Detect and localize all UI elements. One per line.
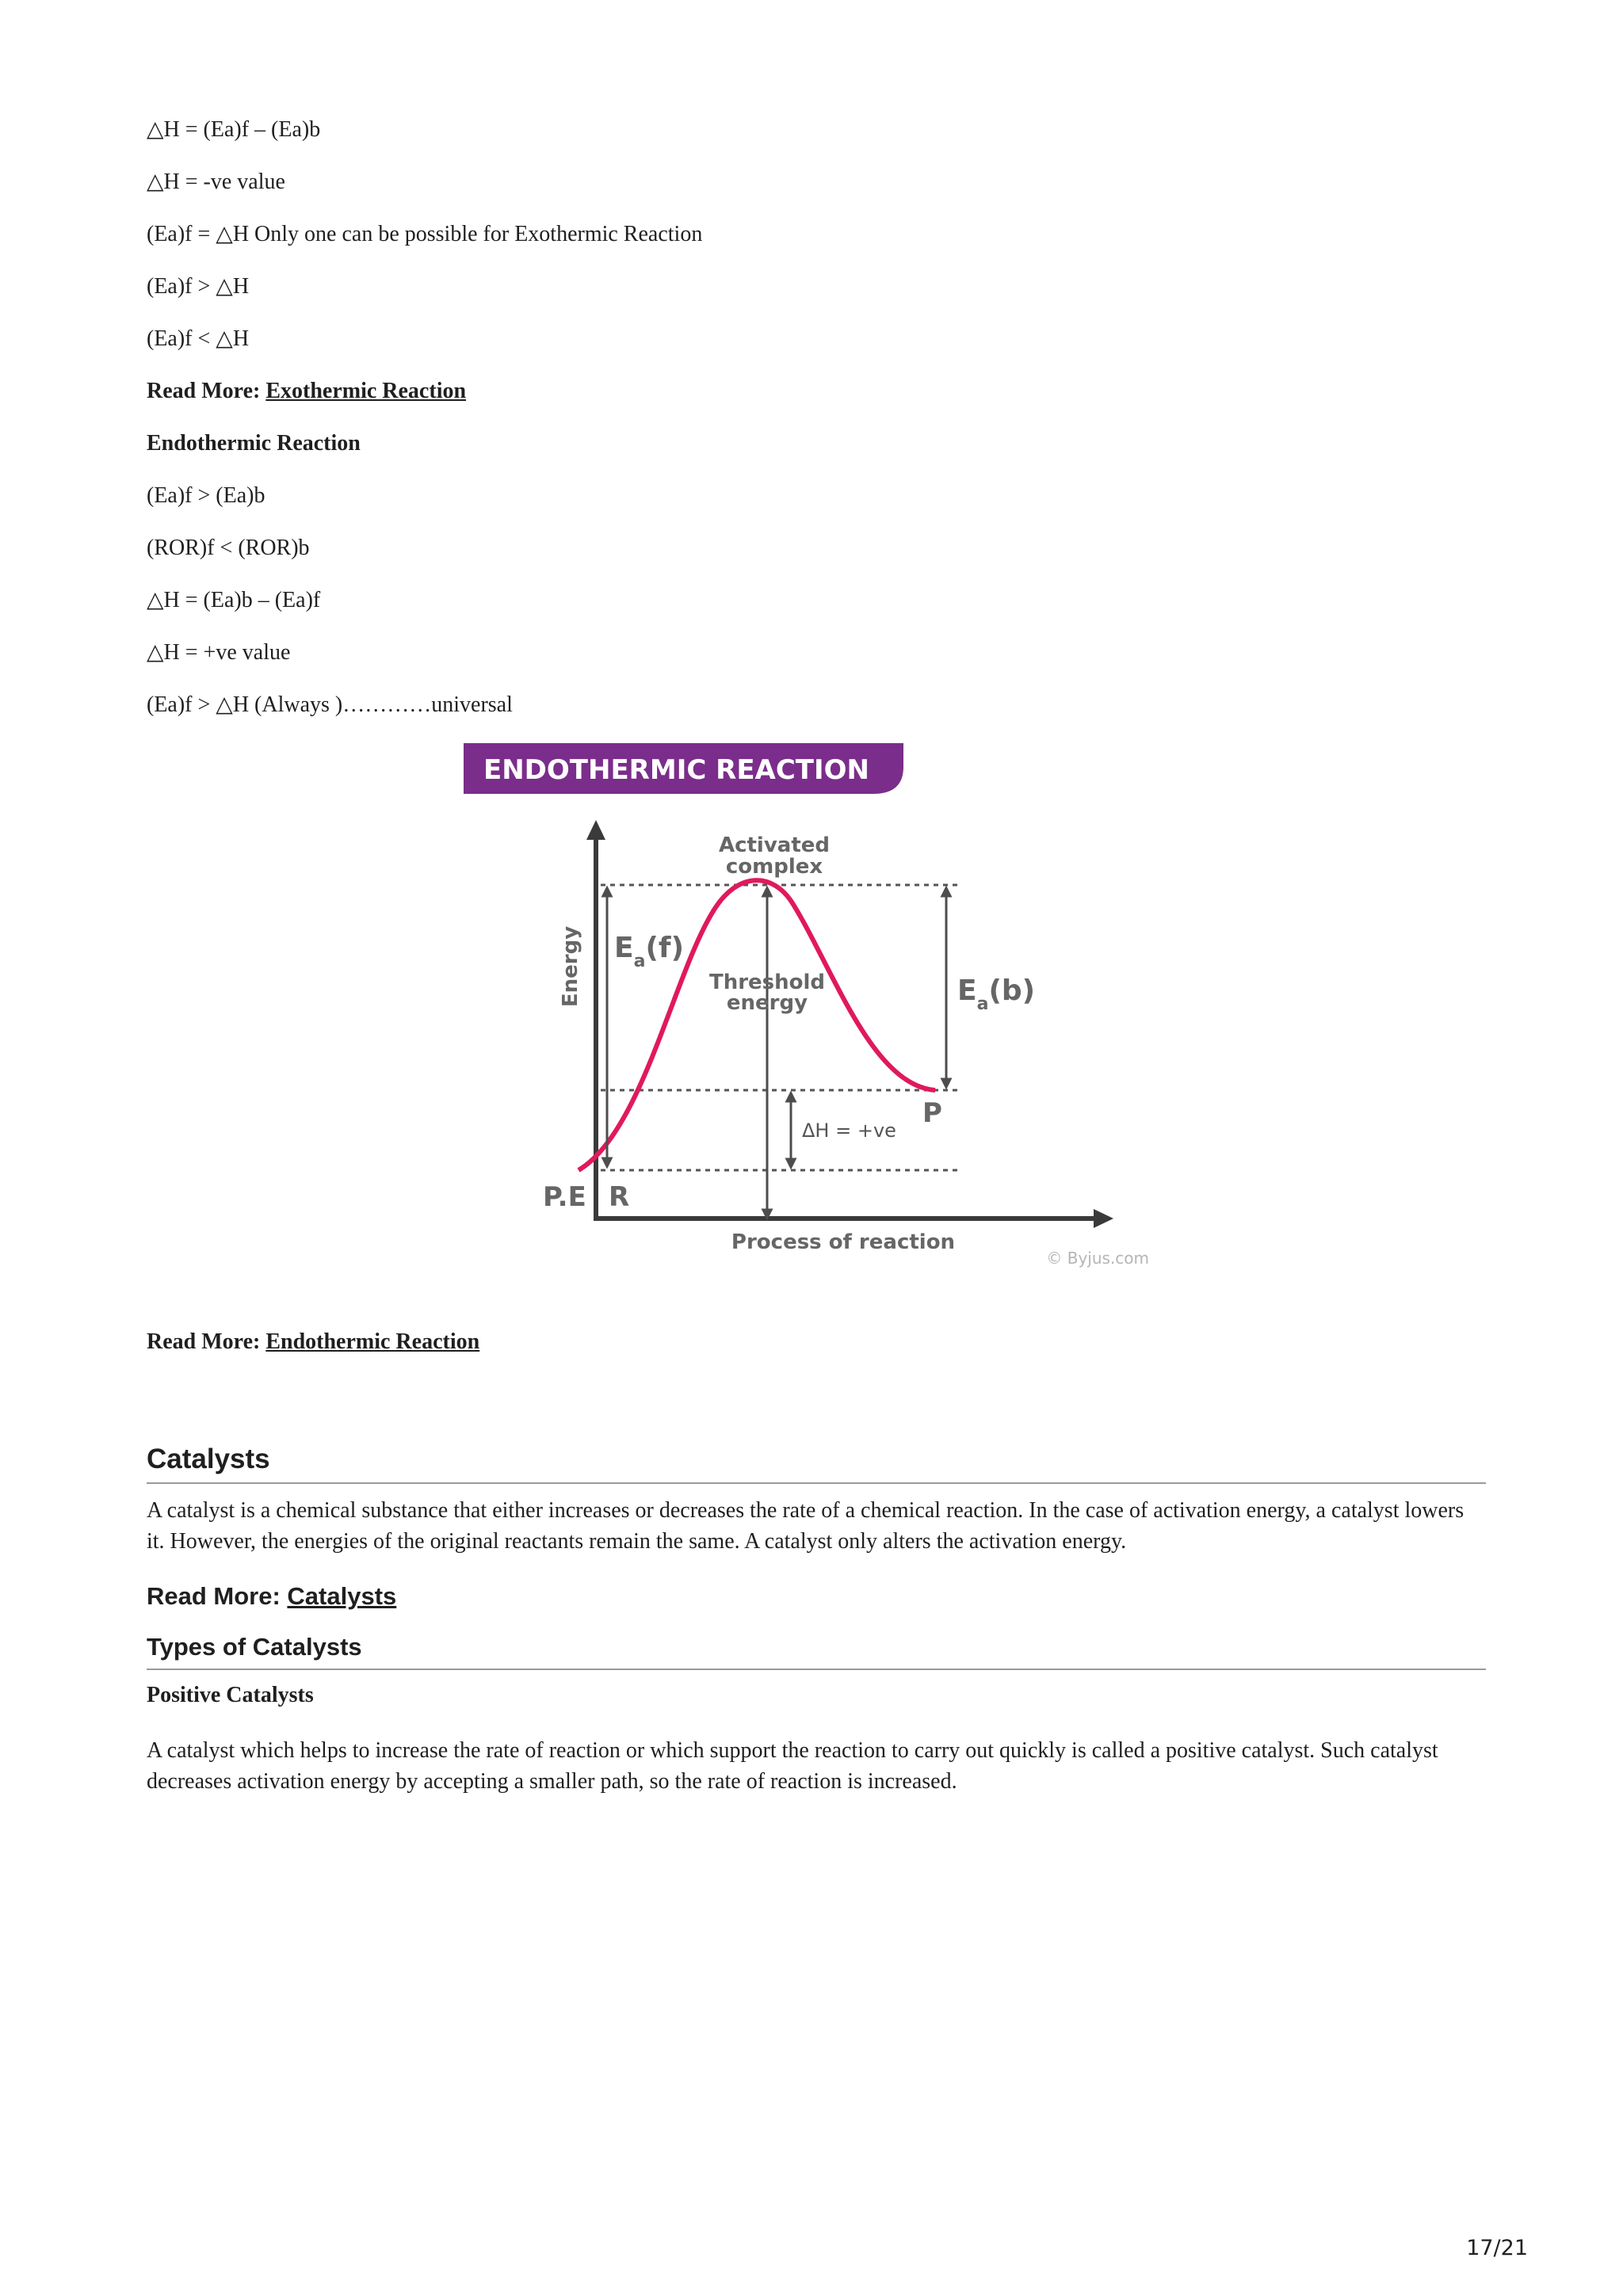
y-axis-label: Energy [559,925,582,1008]
endothermic-heading: Endothermic Reaction [147,431,361,456]
product-label: P [922,1097,942,1129]
equation-line: △H = (Ea)f – (Ea)b [147,117,321,142]
section-divider [147,1669,1486,1670]
positive-catalysts-paragraph: A catalyst which helps to increase the rate of reaction or which support the reaction to carry out quickly is called a positive catalyst. Such catalyst decreases activation energy by accepting a smaller path, so the rate of reaction is increased. [147,1738,1438,1794]
diagram-title: ENDOTHERMIC REACTION [483,754,870,786]
exothermic-reaction-link[interactable]: Exothermic Reaction [265,379,467,403]
endothermic-reaction-link[interactable]: Endothermic Reaction [265,1329,480,1354]
activated-label: Activated [718,833,831,857]
endothermic-reaction-diagram [460,737,1157,1276]
catalysts-link[interactable]: Catalysts [287,1582,397,1610]
delta-h-label: ΔH = +ve [802,1119,896,1142]
energy-label: energy [726,991,808,1015]
equation-line: △H = -ve value [147,170,285,194]
reactant-label: R [609,1181,630,1213]
pe-label: P.E [543,1181,586,1213]
ea-forward-sub: a [633,952,646,971]
read-more [147,1581,396,1612]
read-more [147,1327,479,1357]
ea-forward-label [614,932,684,971]
read-more [147,376,466,406]
complex-label: complex [725,855,823,879]
equation-line: (Ea)f > (Ea)b [147,483,265,508]
catalysts-paragraph: A catalyst is a chemical substance that either increases or decreases the rate of a chemical reaction. In the case of activation energy, a catalyst lowers it. However, the energies of the original reactants remain the same. A catalyst only alters the activation energy. [147,1498,1465,1554]
equation-line: △H = +ve value [147,640,291,665]
ea-backward-e: E [957,974,977,1007]
read-more-label: Read More: [147,1329,266,1354]
section-divider [147,1482,1486,1484]
page-number: 17/21 [1466,2236,1528,2260]
ea-backward-sub: a [976,994,989,1014]
ea-forward-tail: (f) [645,932,685,964]
equation-line: (Ea)f < △H [147,326,250,351]
equation-line: (ROR)f < (ROR)b [147,536,310,560]
read-more-label: Read More: [147,1582,288,1610]
ea-forward-e: E [614,932,634,964]
equation-line: △H = (Ea)b – (Ea)f [147,588,321,612]
positive-catalysts-heading: Positive Catalysts [147,1683,314,1707]
x-axis-arrow [1094,1209,1113,1228]
read-more-label: Read More: [147,379,266,403]
y-axis-arrow [586,820,605,840]
types-of-catalysts-heading: Types of Catalysts [147,1633,362,1661]
equation-line: (Ea)f = △H Only one can be possible for Exothermic Reaction [147,222,703,246]
equation-line: (Ea)f > △H (Always )…………universal [147,692,513,717]
credit-label: © Byjus.com [1046,1249,1149,1268]
catalysts-heading: Catalysts [147,1444,270,1474]
x-axis-label: Process of reaction [731,1230,956,1254]
threshold-label: Threshold [708,971,826,994]
ea-backward-label [957,974,1035,1014]
equation-line: (Ea)f > △H [147,274,250,299]
ea-backward-tail: (b) [988,974,1036,1007]
